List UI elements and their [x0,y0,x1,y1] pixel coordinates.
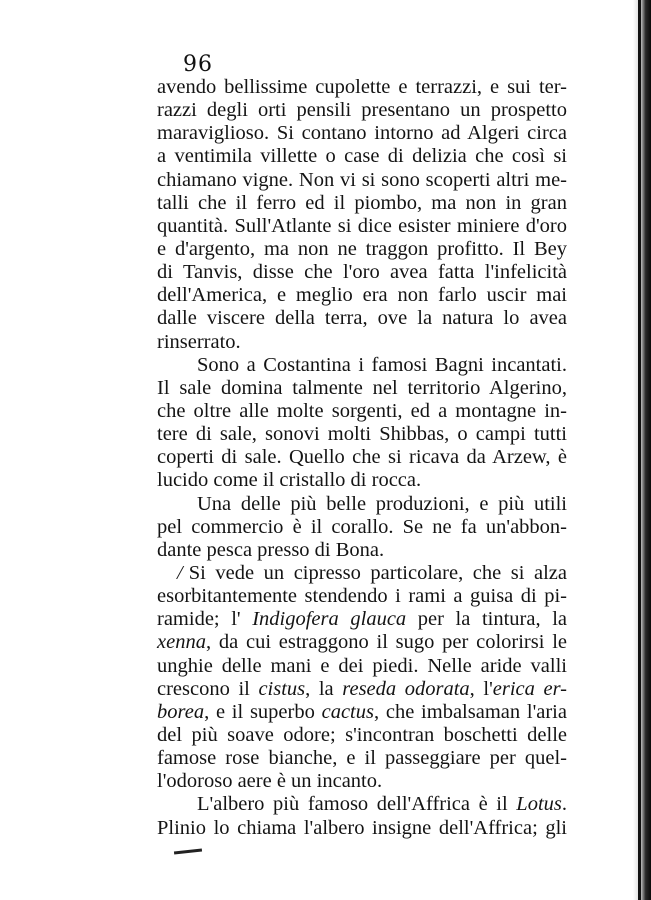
text-line: l'odoroso aere è un incanto. [157,770,383,793]
text-line: di Tanvis, disse che l'oro avea fatta l'infelicità [157,261,567,284]
text-line: tere di sale, sonovi molti Shibbas, o campi tutti [157,423,567,446]
text-line: chiamano vigne. Non vi si sono scoperti altri me- [157,168,567,191]
text-line: a ventimila villette o case di delizia che così si [157,145,567,168]
text-line: e d'argento, ma non ne traggon profitto. Il Bey [157,237,567,260]
text-line: Il sale domina talmente nel territorio Algerino, [157,376,567,399]
paragraph-start-line: Una delle più belle produzioni, e più utili [197,492,567,515]
body-text [157,76,567,840]
text-line: rinserrato. [157,330,241,353]
text-line: Plinio lo chiama l'albero insigne dell'Affrica; gli [157,816,567,839]
text-line: dell'America, e meglio era non farlo uscir mai [157,284,567,307]
text-line: del più soave odore; s'incontran boschetti delle [157,723,567,746]
text-line: esorbitantemente stendendo i rami a guisa di pi- [157,585,567,608]
text-line: quantità. Sull'Atlante si dice esister miniere d'oro [157,214,567,237]
text-line: famose rose bianche, e il passeggiare per quel- [157,747,567,770]
text-line: maraviglioso. Si contano intorno ad Algeri circa [157,122,567,145]
text-line: dante pesca presso di Bona. [157,538,385,561]
text-line: coperti di sale. Quello che si ricava da Arzew, è [157,446,567,469]
text-line: che oltre alle molte sorgenti, ed a montagne in- [157,399,567,422]
text-line-content: Si vede un cipresso particolare, che si alza [188,561,567,584]
text-line: xenna, da cui estraggono il sugo per colorirsi le [157,631,567,654]
text-line: unghie delle mani e dei piedi. Nelle aride valli [157,654,567,677]
paragraph-start-line: Sono a Costantina i famosi Bagni incantati. [197,353,567,376]
paragraph-start-line [157,562,567,585]
page-number: 96 [183,52,213,77]
text-line: dalle viscere della terra, ove la natura lo avea [157,307,567,330]
text-line: ramide; l' Indigofera glauca per la tintura, la [157,608,567,631]
text-line: borea, e il superbo cactus, che imbalsaman l'aria [157,700,567,723]
text-line: pel commercio è il corallo. Se ne fa un'abbon- [157,515,567,538]
text-line: avendo bellissime cupolette e terrazzi, e sui ter- [157,76,567,98]
marginal-slash-mark: / [177,561,183,584]
page-binding-edge [633,0,651,900]
binding-shadow-line [638,0,641,900]
text-line: razzi degli orti pensili presentano un prospetto [157,99,567,122]
ink-mark [174,849,202,855]
text-line: crescono il cistus, la reseda odorata, l'erica er- [157,677,567,700]
paragraph-start-line: L'albero più famoso dell'Affrica è il Lotus. [197,793,567,816]
text-line: talli che il ferro ed il piombo, ma non in gran [157,191,567,214]
text-line: lucido come il cristallo di rocca. [157,469,422,492]
